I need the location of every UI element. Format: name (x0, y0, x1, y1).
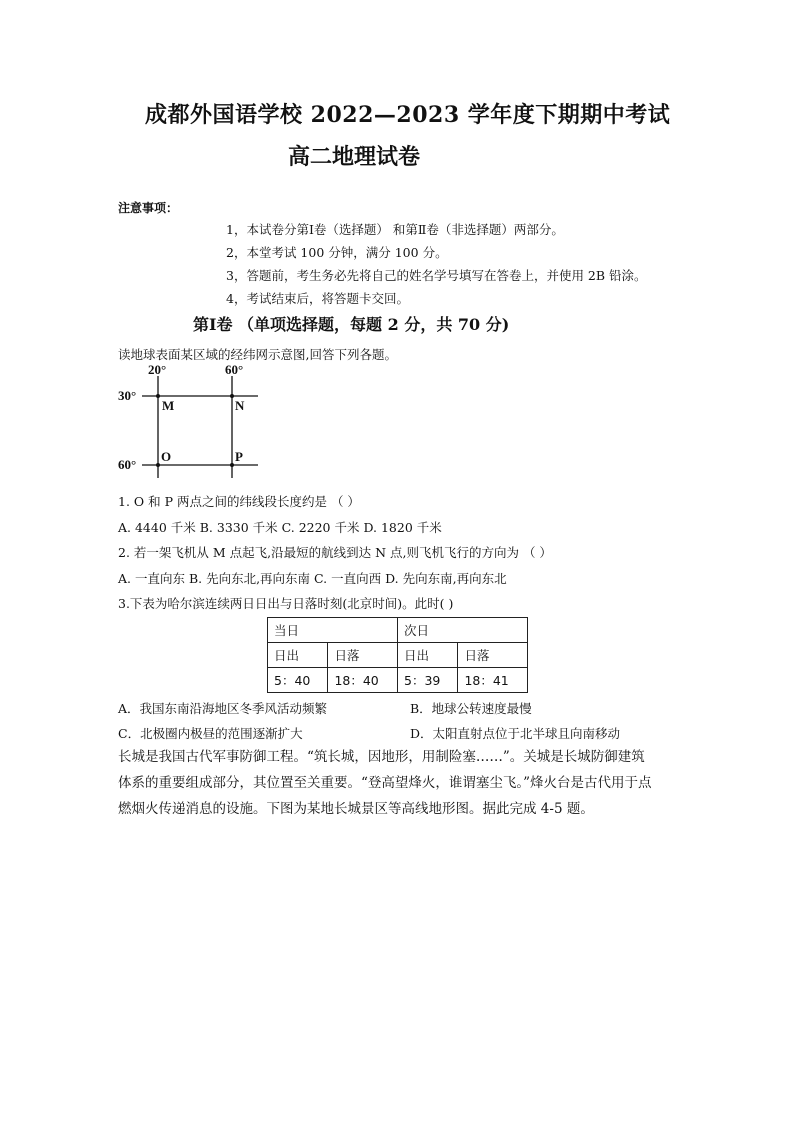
notice-item: 4，考试结束后，将答题卡交回。 (226, 291, 409, 306)
point-m-marker (156, 394, 160, 398)
notice-heading: 注意事项： (118, 201, 179, 215)
notice-item: 2，本堂考试 100 分钟，满分 100 分。 (226, 245, 448, 260)
question-3-option-c: C．北极圈内极昼的范围逐渐扩大 (118, 726, 303, 741)
table-cell: 18：41 (458, 668, 528, 693)
notice-item: 3，答题前，考生务必先将自己的姓名学号填写在答卷上，并使用 2B 铅涂。 (226, 268, 647, 283)
notice-item: 1，本试卷分第Ⅰ卷（选择题） 和第Ⅱ卷（非选择题）两部分。 (226, 222, 564, 237)
section-title: 第Ⅰ卷 （单项选择题，每题 2 分，共 70 分) (193, 315, 510, 334)
point-o-marker (156, 463, 160, 467)
question-3-option-a: A．我国东南沿海地区冬季风活动频繁 (118, 701, 328, 716)
lon-label: 20° (148, 362, 167, 377)
table-header: 当日 (268, 618, 398, 643)
lat-label: 60° (118, 457, 137, 472)
table-header-row (268, 618, 528, 643)
lat-label: 30° (118, 388, 137, 403)
question-1-stem: 1. O 和 P 两点之间的纬线段长度约是 （ ） (118, 494, 360, 509)
table-cell: 18：40 (328, 668, 398, 693)
lat-lon-grid-diagram (112, 362, 272, 480)
exam-subtitle: 高二地理试卷 (288, 144, 421, 170)
point-label: M (162, 398, 175, 413)
question-intro: 读地球表面某区域的经纬网示意图,回答下列各题。 (118, 347, 397, 362)
question-2-stem: 2. 若一架飞机从 M 点起飞,沿最短的航线到达 N 点,则飞机飞行的方向为 （ ） (118, 545, 552, 560)
table-subheader-row (268, 643, 528, 668)
table-cell: 5：39 (398, 668, 458, 693)
lon-label: 60° (225, 362, 244, 377)
point-p-marker (230, 463, 234, 467)
point-n-marker (230, 394, 234, 398)
question-3-option-b: B．地球公转速度最慢 (410, 701, 532, 716)
table-subheader: 日落 (328, 643, 398, 668)
table-subheader: 日出 (268, 643, 328, 668)
table-row (268, 668, 528, 693)
point-label: O (161, 449, 172, 464)
question-1-options: A. 4440 千米 B. 3330 千米 C. 2220 千米 D. 1820 千米 (118, 520, 442, 535)
passage-text: 长城是我国古代军事防御工程。“筑长城，因地形，用制险塞……”。关城是长城防御建筑体系的重要组成部分，其位置至关重要。“登高望烽火，谁谓塞尘飞。”烽火台是古代用于点燃烟火传递消息的设施。下图为某地长城景区等高线地形图。据此完成 4-5 题。 (118, 749, 652, 817)
point-label: P (235, 449, 243, 464)
exam-title: 成都外国语学校 2022—2023 学年度下期期中考试 (145, 102, 671, 128)
question-2-options: A. 一直向东 B. 先向东北,再向东南 C. 一直向西 D. 先向东南,再向东北 (118, 571, 507, 586)
question-3-option-d: D．太阳直射点位于北半球且向南移动 (410, 726, 621, 741)
table-subheader: 日出 (398, 643, 458, 668)
point-label: N (235, 398, 245, 413)
question-3-stem: 3.下表为哈尔滨连续两日日出与日落时刻(北京时间)。此时( ) (118, 596, 454, 611)
sunrise-sunset-table (267, 617, 528, 693)
table-header: 次日 (398, 618, 528, 643)
table-cell: 5：40 (268, 668, 328, 693)
table-subheader: 日落 (458, 643, 528, 668)
